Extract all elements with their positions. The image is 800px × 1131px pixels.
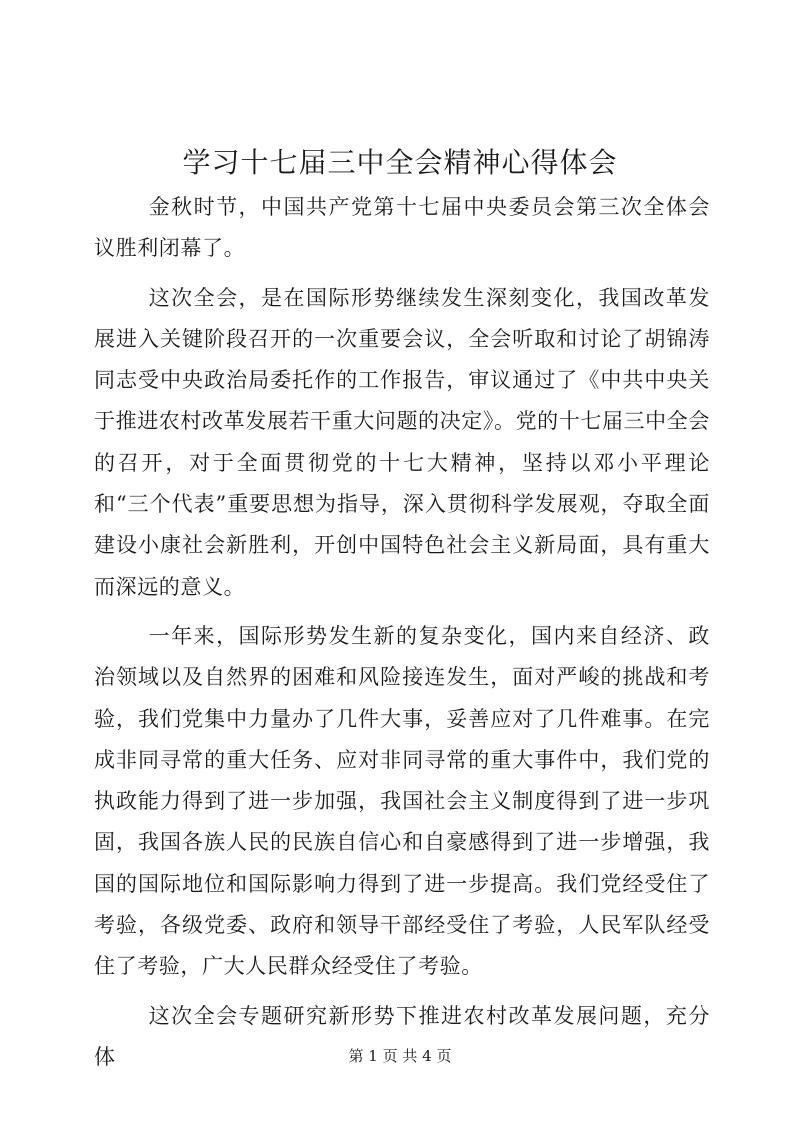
paragraph-1: 金秋时节，中国共产党第十七届中央委员会第三次全体会议胜利闭幕了。	[94, 195, 710, 261]
document-body	[94, 187, 710, 1086]
paragraph-2: 这次全会，是在国际形势继续发生深刻变化，我国改革发展进入关键阶段召开的一次重要会议，全会听取和讨论了胡锦涛同志受中央政治局委托作的工作报告，审议通过了《中共中央关于推进农村改革发展若干重大问题的决定》。党的十七届三中全会的召开，对于全面贯彻党的十七大精神，坚持以邓小平理论和“三个代表”重要思想为指导，深入贯彻科学发展观，夺取全面建设小康社会新胜利，开创中国特色社会主义新局面，具有重大而深远的意义。	[94, 285, 710, 599]
paragraph-4: 这次全会专题研究新形势下推进农村改革发展问题，充分体	[94, 1003, 710, 1069]
page-footer: 第 1 页 共 4 页	[348, 1047, 452, 1065]
paragraph-3: 一年来，国际形势发生新的复杂变化，国内来自经济、政治领域以及自然界的困难和风险接连发生，面对严峻的挑战和考验，我们党集中力量办了几件大事，妥善应对了几件难事。在完成非同寻常的重大任务、应对非同寻常的重大事件中，我们党的执政能力得到了进一步加强，我国社会主义制度得到了进一步巩固，我国各族人民的民族自信心和自豪感得到了进一步增强，我国的国际地位和国际影响力得到了进一步提高。我们党经受住了考验，各级党委、政府和领导干部经受住了考验，人民军队经受住了考验，广大人民群众经受住了考验。	[94, 623, 710, 979]
document-title: 学习十七届三中全会精神心得体会	[182, 146, 618, 179]
